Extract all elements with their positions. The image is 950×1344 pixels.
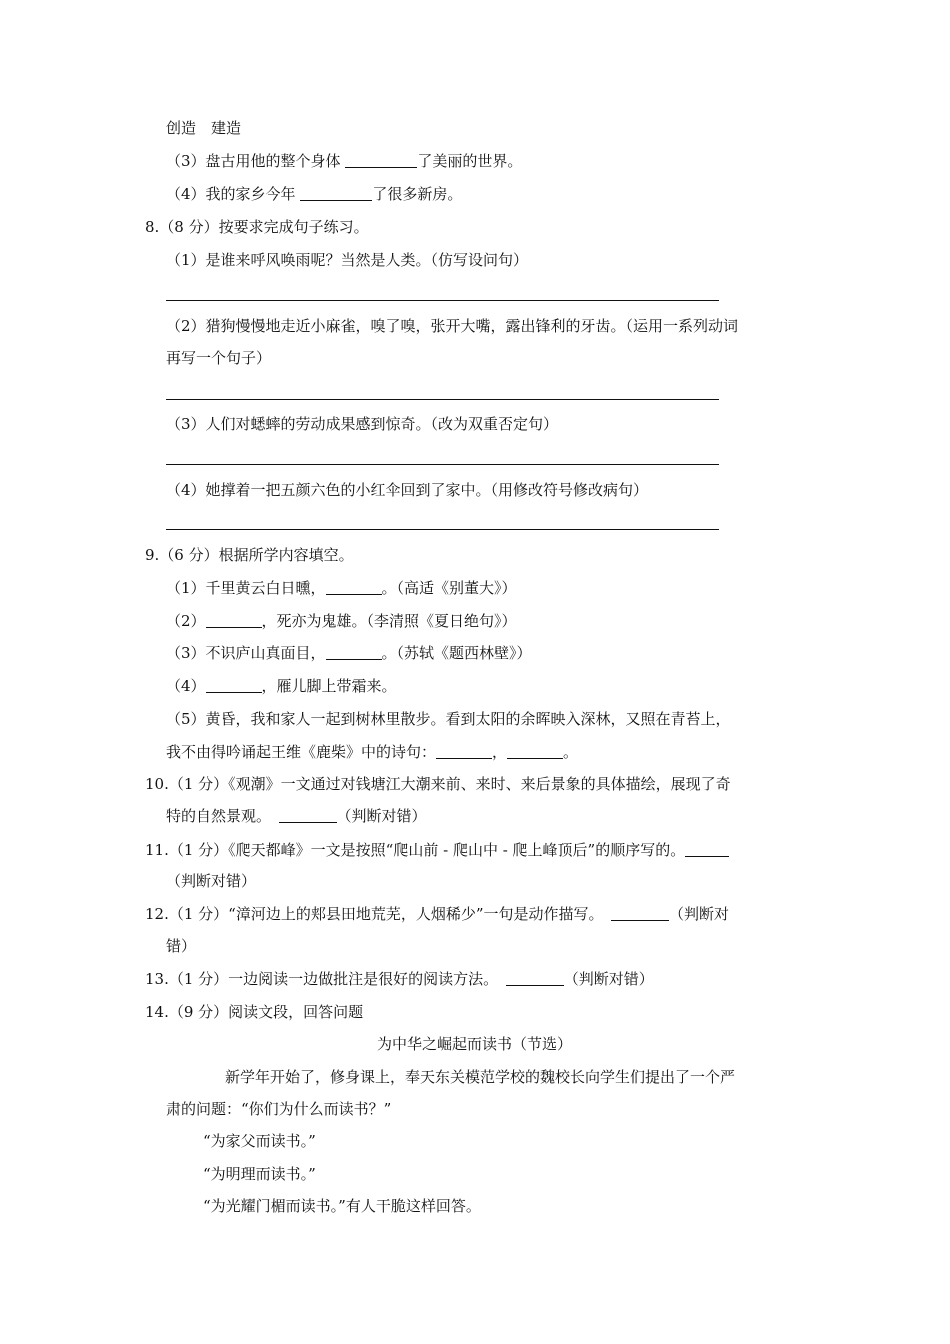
answer-blank[interactable] (326, 579, 382, 595)
question-8-3: （3）人们对蟋蟀的劳动成果感到惊奇。（改为双重否定句） (166, 415, 559, 433)
passage-paragraph: 新学年开始了，修身课上，奉天东关模范学校的魏校长向学生们提出了一个严 (225, 1068, 736, 1086)
answer-blank[interactable] (326, 644, 382, 660)
answer-blank[interactable] (685, 841, 729, 857)
answer-blank[interactable] (611, 905, 669, 921)
question-11-cont: （判断对错） (166, 872, 257, 890)
passage-paragraph-cont: 肃的问题：“你们为什么而读书？” (166, 1100, 392, 1118)
fill-sentence-4: （4）我的家乡今年 了很多新房。 (166, 185, 463, 203)
answer-blank[interactable] (279, 807, 337, 823)
passage-title: 为中华之崛起而读书（节选） (377, 1035, 573, 1053)
passage-paragraph: “为明理而读书。” (203, 1165, 316, 1183)
question-9-2: （2） ，死亦为鬼雄。（李清照《夏日绝句》） (166, 612, 517, 630)
question-8: 8.（8 分）按要求完成句子练习。 (145, 218, 369, 236)
answer-blank[interactable] (506, 970, 564, 986)
fill-sentence-3: （3）盘古用他的整个身体 了美丽的世界。 (166, 152, 523, 170)
question-9: 9.（6 分）根据所学内容填空。 (145, 546, 354, 564)
question-11: 11.（1 分）《爬天都峰》一文是按照“爬山前 - 爬山中 - 爬上峰顶后”的顺序写的。 (145, 840, 729, 860)
question-12-cont: 错） (166, 937, 197, 955)
answer-line[interactable] (166, 300, 719, 301)
answer-blank[interactable] (507, 743, 563, 759)
question-14: 14.（9 分）阅读文段，回答问题 (145, 1003, 364, 1021)
answer-line[interactable] (166, 399, 719, 400)
question-8-2: （2）猎狗慢慢地走近小麻雀，嗅了嗅，张开大嘴，露出锋利的牙齿。（运用一系列动词 (166, 317, 739, 335)
answer-blank[interactable] (345, 152, 417, 168)
question-8-1: （1）是谁来呼风唤雨呢？当然是人类。（仿写设问句） (166, 251, 529, 269)
question-9-5: （5）黄昏，我和家人一起到树林里散步。看到太阳的余晖映入深林，又照在青苔上， (166, 710, 731, 728)
answer-blank[interactable] (300, 185, 372, 201)
answer-blank[interactable] (206, 612, 262, 628)
answer-blank[interactable] (206, 677, 262, 693)
answer-line[interactable] (166, 464, 719, 465)
passage-paragraph: “为家父而读书。” (203, 1132, 316, 1150)
question-10-cont: 特的自然景观。 （判断对错） (166, 807, 427, 825)
question-12: 12.（1 分）“漳河边上的郏县田地荒芜，人烟稀少”一句是动作描写。 （判断对 (145, 905, 730, 923)
question-10: 10.（1 分）《观潮》一文通过对钱塘江大潮来前、来时、来后景象的具体描绘，展现了奇 (145, 775, 731, 793)
question-9-4: （4） ，雁儿脚上带霜来。 (166, 677, 397, 695)
answer-blank[interactable] (436, 743, 492, 759)
question-8-2-cont: 再写一个句子） (166, 349, 272, 367)
answer-line[interactable] (166, 529, 719, 530)
question-9-3: （3）不识庐山真面目， 。（苏轼《题西林壁》） (166, 644, 532, 662)
question-9-5-cont: 我不由得吟诵起王维《鹿柴》中的诗句： ， 。 (166, 743, 579, 761)
question-9-1: （1）千里黄云白日曛， 。（高适《别董大》） (166, 579, 517, 597)
passage-paragraph: “为光耀门楣而读书。”有人干脆这样回答。 (203, 1197, 481, 1215)
question-8-4: （4）她撑着一把五颜六色的小红伞回到了家中。（用修改符号修改病句） (166, 481, 649, 499)
question-13: 13.（1 分）一边阅读一边做批注是很好的阅读方法。 （判断对错） (145, 970, 654, 988)
word-options: 创造 建造 (166, 119, 242, 137)
